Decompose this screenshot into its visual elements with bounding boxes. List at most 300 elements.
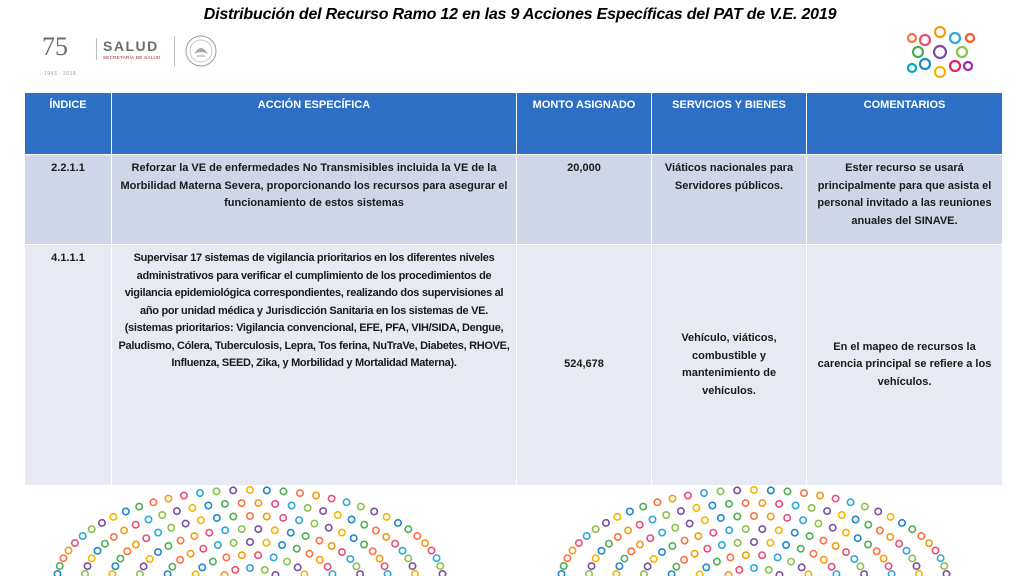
decorative-ring-icon [885,563,891,569]
decorative-ring-icon [150,499,156,505]
decorative-ring-icon [263,540,269,546]
decorative-ring-icon [239,552,245,558]
decorative-ring-icon [806,533,812,539]
actions-table [24,92,1003,486]
decorative-ring-icon [696,571,702,576]
decorative-ring-icon [751,539,757,545]
decorative-ring-icon [703,564,709,570]
decorative-ring-icon [328,495,334,501]
decorative-ring-icon [262,567,268,573]
decorative-circles-pattern [30,486,470,576]
decorative-ring-icon [221,572,227,576]
decorative-ring-icon [759,500,765,506]
decorative-ring-icon [373,527,379,533]
decorative-ring-icon [84,563,90,569]
colorful-rings-logo-icon [900,24,980,80]
decorative-ring-icon [792,502,798,508]
decorative-ring-icon [197,490,203,496]
decorative-ring-icon [320,508,326,514]
decorative-ring-icon [288,530,294,536]
decorative-ring-icon [736,567,742,573]
decorative-ring-icon [255,552,261,558]
decorative-ring-icon [272,501,278,507]
decorative-ring-icon [136,503,142,509]
decorative-ring-icon [264,487,270,493]
decorative-ring-icon [751,487,757,493]
decorative-ring-icon [673,564,679,570]
decorative-ring-icon [613,571,619,576]
decorative-ring-icon [399,548,405,554]
decorative-ring-icon [192,571,198,576]
decorative-ring-icon [137,571,143,576]
decorative-ring-icon [649,516,655,522]
decorative-ring-icon [798,546,804,552]
decorative-ring-icon [301,571,307,576]
decorative-ring-icon [726,501,732,507]
decorative-ring-icon [926,540,932,546]
decorative-ring-icon [54,571,60,576]
decorative-ring-icon [659,529,665,535]
decorative-ring-icon [880,555,886,561]
decorative-ring-icon [768,513,774,519]
decorative-ring-icon [603,520,609,526]
decorative-ring-icon [875,508,881,514]
decorative-ring-icon [810,551,816,557]
decorative-ring-icon [576,540,582,546]
decorative-ring-icon [165,543,171,549]
decorative-ring-icon [181,492,187,498]
decorative-ring-icon [628,548,634,554]
decorative-circles-pattern [534,486,974,576]
decorative-ring-icon [847,499,853,505]
decorative-ring-icon [133,522,139,528]
decorative-ring-icon [644,563,650,569]
decorative-ring-icon [784,488,790,494]
decorative-ring-icon [640,503,646,509]
decorative-ring-icon [909,526,915,532]
decorative-ring-icon [381,563,387,569]
decorative-ring-icon [247,565,253,571]
cell-indice: 2.2.1.1 [25,155,112,245]
decorative-ring-icon [288,502,294,508]
header-indice: ÍNDICE [25,93,112,155]
decorative-ring-icon [805,571,811,576]
decorative-ring-icon [681,537,687,543]
decorative-ring-icon [361,541,367,547]
decorative-ring-icon [294,546,300,552]
decorative-ring-icon [776,501,782,507]
decorative-ring-icon [792,530,798,536]
decorative-ring-icon [558,571,564,576]
decorative-ring-icon [214,515,220,521]
decorative-ring-icon [695,533,701,539]
decorative-ring-icon [654,499,660,505]
cell-monto: 524,678 [517,245,652,486]
decorative-ring-icon [693,505,699,511]
decorative-ring-icon [719,542,725,548]
decorative-ring-icon [296,517,302,523]
decorative-ring-icon [264,513,270,519]
decorative-ring-icon [593,555,599,561]
decorative-ring-icon [709,502,715,508]
decorative-ring-icon [913,563,919,569]
decorative-ring-icon [751,565,757,571]
decorative-ring-icon [110,514,116,520]
decorative-ring-icon [743,552,749,558]
decorative-ring-icon [710,530,716,536]
decorative-ring-icon [734,487,740,493]
decorative-ring-icon [329,571,335,576]
decorative-ring-icon [843,549,849,555]
decorative-ring-icon [824,508,830,514]
decorative-ring-icon [593,526,599,532]
table-header-row [25,93,1003,155]
decorative-ring-icon [187,551,193,557]
decorative-ring-icon [727,554,733,560]
decorative-ring-icon [852,516,858,522]
decorative-ring-icon [121,527,127,533]
decorative-ring-icon [60,555,66,561]
decorative-ring-icon [339,529,345,535]
decorative-ring-icon [147,556,153,562]
decorative-ring-icon [659,549,665,555]
decorative-ring-icon [384,571,390,576]
decorative-ring-icon [200,546,206,552]
decorative-ring-icon [815,520,821,526]
decorative-ring-icon [569,547,575,553]
decorative-ring-icon [937,555,943,561]
decorative-ring-icon [302,533,308,539]
decorative-ring-icon [306,551,312,557]
decorative-ring-icon [182,520,188,526]
decorative-ring-icon [206,530,212,536]
logo-divider [174,36,175,66]
decorative-ring-icon [714,558,720,564]
decorative-ring-icon [725,572,731,576]
decorative-ring-icon [358,503,364,509]
decorative-ring-icon [641,571,647,576]
anniversary-years: 1943 · 2018 [44,71,77,77]
decorative-ring-icon [89,526,95,532]
decorative-ring-icon [916,571,922,576]
decorative-ring-icon [370,548,376,554]
decorative-ring-icon [270,554,276,560]
decorative-ring-icon [80,533,86,539]
decorative-ring-icon [832,495,838,501]
decorative-ring-icon [702,517,708,523]
decorative-ring-icon [691,551,697,557]
decorative-ring-icon [437,563,443,569]
decorative-ring-icon [896,541,902,547]
decorative-ring-icon [177,557,183,563]
decorative-ring-icon [109,571,115,576]
decorative-ring-icon [395,520,401,526]
decorative-ring-icon [311,520,317,526]
decorative-ring-icon [328,543,334,549]
decorative-ring-icon [734,513,740,519]
decorative-ring-icon [718,515,724,521]
decorative-ring-icon [767,540,773,546]
decorative-ring-icon [361,522,367,528]
decorative-ring-icon [347,556,353,562]
decorative-ring-icon [165,495,171,501]
decorative-ring-icon [776,527,782,533]
table-row [25,155,1003,245]
header-comentarios: COMENTARIOS [807,93,1003,155]
decorative-ring-icon [155,549,161,555]
decorative-ring-icon [874,548,880,554]
decorative-ring-icon [681,557,687,563]
decorative-ring-icon [888,571,894,576]
decorative-ring-icon [279,542,285,548]
salud-subtitle: SECRETARÍA DE SALUD [103,55,161,60]
decorative-ring-icon [903,548,909,554]
decorative-ring-icon [564,555,570,561]
decorative-ring-icon [833,571,839,576]
decorative-ring-icon [909,555,915,561]
decorative-ring-icon [168,525,174,531]
decorative-ring-icon [862,503,868,509]
decorative-ring-icon [82,571,88,576]
decorative-ring-icon [295,564,301,570]
decorative-ring-icon [124,548,130,554]
decorative-ring-icon [317,557,323,563]
decorative-ring-icon [313,492,319,498]
decorative-ring-icon [428,547,434,553]
decorative-ring-icon [297,490,303,496]
decorative-ring-icon [223,554,229,560]
decorative-ring-icon [324,564,330,570]
decorative-ring-icon [686,520,692,526]
decorative-ring-icon [808,505,814,511]
decorative-ring-icon [111,534,117,540]
decorative-ring-icon [704,546,710,552]
decorative-ring-icon [405,526,411,532]
decorative-ring-icon [422,540,428,546]
decorative-ring-icon [94,548,100,554]
decorative-ring-icon [743,526,749,532]
decorative-ring-icon [783,542,789,548]
decorative-ring-icon [199,564,205,570]
decorative-ring-icon [614,514,620,520]
decorative-ring-icon [376,555,382,561]
decorative-ring-icon [899,520,905,526]
decorative-ring-icon [625,527,631,533]
decorative-ring-icon [839,512,845,518]
decorative-ring-icon [774,554,780,560]
decorative-ring-icon [851,556,857,562]
decorative-ring-icon [117,555,123,561]
decorative-ring-icon [857,563,863,569]
decorative-ring-icon [606,541,612,547]
decorative-ring-icon [205,502,211,508]
decorative-ring-icon [247,539,253,545]
cell-servicios: Vehículo, viáticos, combustible y mantenimiento de vehículos. [652,245,807,486]
decorative-ring-icon [335,512,341,518]
decorative-ring-icon [89,555,95,561]
decorative-ring-icon [383,514,389,520]
decorative-ring-icon [215,542,221,548]
eagle-seal-icon [182,34,220,68]
decorative-ring-icon [561,563,567,569]
decorative-ring-icon [198,517,204,523]
decorative-ring-icon [821,557,827,563]
decorative-ring-icon [159,512,165,518]
decorative-ring-icon [742,500,748,506]
decorative-ring-icon [678,508,684,514]
decorative-ring-icon [210,558,216,564]
decorative-ring-icon [766,567,772,573]
decorative-ring-icon [239,526,245,532]
decorative-ring-icon [672,525,678,531]
decorative-ring-icon [272,572,278,576]
decorative-ring-icon [830,525,836,531]
decorative-ring-icon [326,525,332,531]
decorative-ring-icon [102,541,108,547]
decorative-ring-icon [855,535,861,541]
decorative-ring-icon [669,495,675,501]
decorative-ring-icon [65,547,71,553]
decorative-ring-icon [348,516,354,522]
decorative-ring-icon [887,514,893,520]
decorative-ring-icon [877,527,883,533]
decorative-ring-icon [232,567,238,573]
decorative-ring-icon [383,534,389,540]
cell-accion: Supervisar 17 sistemas de vigilancia prioritarios en los diferentes niveles administrativos para verificar el cumplimiento de los procedimientos de vigilancia epidemiológica correspondientes, realizando dos supervisiones al año por unidad médica y Jurisdicción Sanitaria en los sistemas de VE. (sistemas prioritarios: Vigilancia convencional, EFE, PFA, VIH/SIDA, Dengue, Paludismo, Cólera, Tuberculosis, Lepra, Tos ferina, NuTraVe, Diabetes, RHOVE, Influenza, SEED, Zika, y Morbilidad y Mortalidad Materna). [112,245,517,486]
decorative-ring-icon [409,563,415,569]
decorative-ring-icon [943,571,949,576]
decorative-ring-icon [586,571,592,576]
decorative-ring-icon [316,537,322,543]
decorative-ring-icon [717,488,723,494]
decorative-ring-icon [734,540,740,546]
decorative-ring-icon [598,548,604,554]
decorative-ring-icon [357,571,363,576]
salud-name: SALUD [103,38,159,54]
decorative-ring-icon [668,571,674,576]
decorative-ring-icon [133,541,139,547]
decorative-ring-icon [768,487,774,493]
decorative-ring-icon [439,571,445,576]
decorative-ring-icon [230,513,236,519]
decorative-ring-icon [145,516,151,522]
decorative-ring-icon [174,508,180,514]
decorative-ring-icon [584,533,590,539]
decorative-ring-icon [414,533,420,539]
decorative-ring-icon [255,500,261,506]
decorative-ring-icon [155,529,161,535]
decorative-ring-icon [832,543,838,549]
decorative-ring-icon [272,527,278,533]
decorative-ring-icon [801,490,807,496]
decorative-ring-icon [392,541,398,547]
decorative-ring-icon [405,555,411,561]
decorative-ring-icon [247,513,253,519]
decorative-ring-icon [280,488,286,494]
cell-accion: Reforzar la VE de enfermedades No Transmisibles incluida la VE de la Morbilidad Materna Severa, proporcionando los recursos para asegurar el funcionamiento de estos sistemas [112,155,517,245]
decorative-ring-icon [230,540,236,546]
decorative-ring-icon [238,500,244,506]
cell-monto: 20,000 [517,155,652,245]
decorative-ring-icon [759,526,765,532]
decorative-ring-icon [433,555,439,561]
decorative-ring-icon [353,563,359,569]
decorative-ring-icon [339,549,345,555]
decorative-ring-icon [861,571,867,576]
decorative-ring-icon [621,555,627,561]
decorative-ring-icon [651,556,657,562]
table-row [25,245,1003,486]
decorative-ring-icon [751,513,757,519]
decorative-ring-icon [213,488,219,494]
decorative-ring-icon [304,505,310,511]
decorative-ring-icon [647,535,653,541]
decorative-ring-icon [371,508,377,514]
decorative-ring-icon [941,563,947,569]
anniversary-logo [42,32,82,77]
decorative-ring-icon [865,522,871,528]
decorative-ring-icon [143,535,149,541]
decorative-ring-icon [191,533,197,539]
decorative-ring-icon [230,487,236,493]
decorative-ring-icon [169,564,175,570]
decorative-ring-icon [247,487,253,493]
decorative-ring-icon [412,571,418,576]
cell-indice: 4.1.1.1 [25,245,112,486]
decorative-ring-icon [663,512,669,518]
decorative-ring-icon [820,537,826,543]
decorative-ring-icon [123,508,129,514]
decorative-ring-icon [284,558,290,564]
decorative-ring-icon [637,541,643,547]
decorative-ring-icon [255,526,261,532]
cell-comentarios: En el mapeo de recursos la carencia principal se refiere a los vehículos. [807,245,1003,486]
decorative-ring-icon [726,527,732,533]
decorative-ring-icon [222,501,228,507]
decorative-ring-icon [57,563,63,569]
cell-comentarios: Ester recurso se usará principalmente para que asista el personal invitado a las reuniones anuales del SINAVE. [807,155,1003,245]
decorative-ring-icon [99,520,105,526]
decorative-ring-icon [932,547,938,553]
decorative-ring-icon [685,492,691,498]
decorative-ring-icon [784,515,790,521]
decorative-ring-icon [788,558,794,564]
decorative-ring-icon [112,563,118,569]
decorative-ring-icon [343,499,349,505]
cell-servicios: Viáticos nacionales para Servidores públicos. [652,155,807,245]
decorative-ring-icon [140,563,146,569]
header-servicios: SERVICIOS Y BIENES [652,93,807,155]
header-monto: MONTO ASIGNADO [517,93,652,155]
decorative-ring-icon [865,541,871,547]
decorative-ring-icon [701,490,707,496]
decorative-ring-icon [843,529,849,535]
decorative-ring-icon [627,508,633,514]
decorative-ring-icon [887,534,893,540]
decorative-ring-icon [189,505,195,511]
decorative-ring-icon [637,522,643,528]
decorative-ring-icon [799,564,805,570]
decorative-ring-icon [164,571,170,576]
decorative-ring-icon [222,527,228,533]
decorative-ring-icon [669,543,675,549]
decorative-ring-icon [776,572,782,576]
decorative-ring-icon [177,537,183,543]
decorative-ring-icon [351,535,357,541]
decorative-ring-icon [800,517,806,523]
page-title: Distribución del Recurso Ramo 12 en las 9 Acciones Específicas del PAT de V.E. 2019 [203,6,837,23]
decorative-ring-icon [615,534,621,540]
